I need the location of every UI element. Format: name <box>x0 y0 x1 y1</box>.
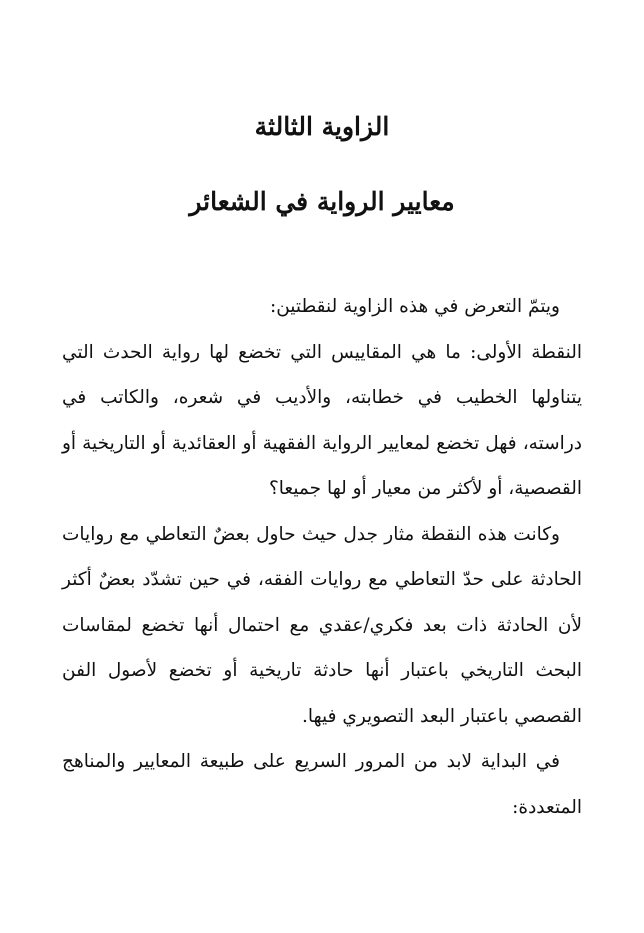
paragraph-intro: ويتمّ التعرض في هذه الزاوية لنقطتين: <box>269 296 560 317</box>
paragraph-first-point: النقطة الأولى: ما هي المقاييس التي تخضع لها رواية الحدث التي يتناولها الخطيب في خطابته، والأديب في شعره، والكاتب في دراسته، فهل تخضع لمعايير الرواية الفقهية أو العقائدية أو التاريخية أو القصصية، أو لأكثر من معيار أو لها جميعا؟ <box>62 341 582 499</box>
section-heading: الزاوية الثالثة <box>254 112 390 141</box>
paragraph-start: في البداية لابد من المرور السريع على طبيعة المعايير والمناهج المتعددة: <box>62 751 582 818</box>
body-text <box>62 284 582 830</box>
page-title: معايير الرواية في الشعائر <box>189 187 455 216</box>
paragraph-debate: وكانت هذه النقطة مثار جدل حيث حاول بعضٌ التعاطي مع روايات الحادثة على حدّ التعاطي مع روايات الفقه، في حين تشدّد بعضٌ أكثر لأن الحادثة ذات بعد فكري/عقدي مع احتمال أنها تخضع لمقاسات البحث التاريخي باعتبار أنها حادثة تاريخية أو تخضع لأصول الفن القصصي باعتبار البعد التصويري فيها. <box>62 523 582 727</box>
document-page <box>62 0 582 933</box>
